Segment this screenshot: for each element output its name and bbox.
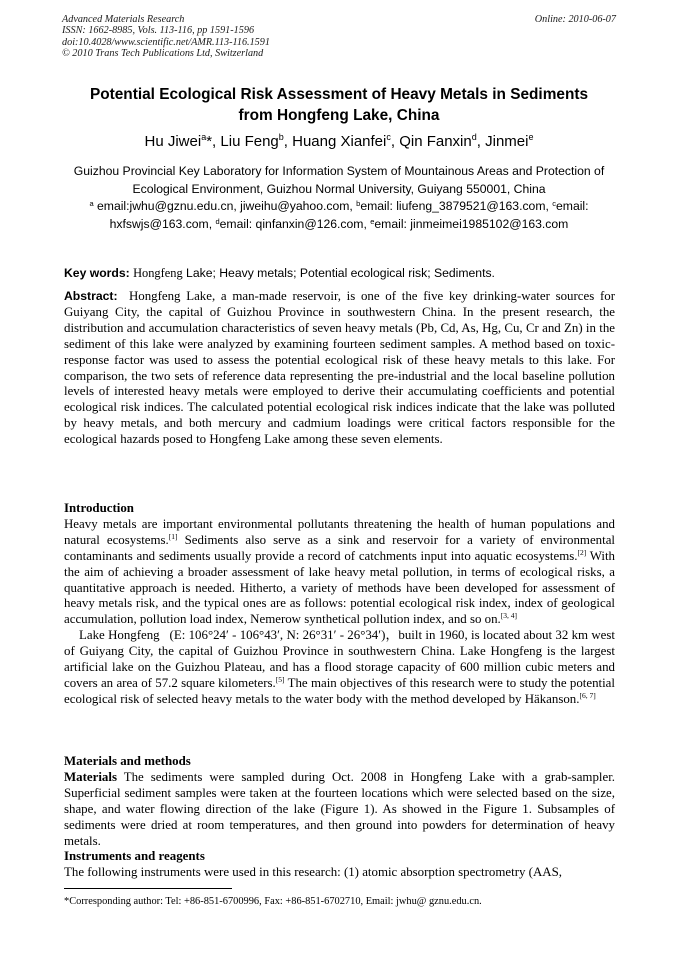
keywords-rest: Lake; Heavy metals; Potential ecological risk; Sediments. bbox=[182, 266, 495, 280]
email-text: email:jwhu@gznu.edu.cn, jiweihu@yahoo.com, bbox=[93, 199, 357, 213]
citation-ref: [5] bbox=[275, 674, 285, 684]
citation-ref: [6, 7] bbox=[579, 690, 596, 700]
author-separator: , bbox=[283, 133, 293, 150]
email-text: email: liufeng_3879521@163.com, bbox=[360, 199, 553, 213]
author-affiliation-mark: b bbox=[278, 132, 284, 142]
paper-title-line1: Potential Ecological Risk Assessment of Heavy Metals in Sediments bbox=[89, 86, 589, 103]
keywords-label: Key words: bbox=[64, 266, 130, 280]
journal-doi: doi:10.4028/www.scientific.net/AMR.113-116.1591 bbox=[62, 36, 270, 48]
email-text: hxfswjs@163.com, bbox=[109, 216, 216, 231]
email-mark: c bbox=[552, 199, 557, 208]
instruments-paragraph: The following instruments were used in this research: (1) atomic absorption spectrometry (AAS, bbox=[64, 865, 562, 880]
citation-ref: [1] bbox=[168, 531, 178, 541]
author-name: Liu Feng bbox=[220, 133, 279, 150]
author-separator: , bbox=[476, 133, 486, 150]
abstract bbox=[64, 289, 615, 448]
email-mark: e bbox=[370, 216, 375, 226]
author-emails bbox=[56, 198, 622, 233]
affiliation bbox=[56, 163, 622, 233]
paragraph-text: The main objectives of this research were to study the potential ecological risk of selected heavy metals to the water body with the method developed by Häkanson. bbox=[64, 675, 615, 706]
materials-paragraph bbox=[64, 770, 615, 850]
author-affiliation-mark: e bbox=[528, 132, 534, 142]
journal-name: Advanced Materials Research bbox=[62, 14, 185, 25]
email-text: email: bbox=[556, 199, 589, 213]
author-name: Huang Xianfei bbox=[292, 133, 387, 150]
materials-text: The sediments were sampled during Oct. 2008 in Hongfeng Lake with a grab-sampler. Superficial sediment samples were taken at the fourteen locations which were selected based on the size, shape, and water flowing direction of the lake (Figure 1). As showed in the Figure 1. Subsamples of sediments were dried at room temperatures, and then ground into powders for determination of heavy metals. bbox=[64, 769, 615, 848]
citation-ref: [2] bbox=[577, 547, 587, 557]
email-mark: b bbox=[356, 199, 361, 208]
author-affiliation-mark: c bbox=[386, 132, 391, 142]
paragraph-text: Sediments also serve as a sink and reservoir for a variety of environmental contaminants and sediments usually provide a record of catchments input into aquatic ecosystems. bbox=[64, 532, 615, 563]
author-separator: *, bbox=[206, 133, 221, 150]
author-name: Jinmei bbox=[485, 133, 529, 150]
email-mark: d bbox=[215, 216, 220, 226]
corresponding-author-footnote: *Corresponding author: Tel: +86-851-6700996, Fax: +86-851-6702710, Email: jwhu@ gznu.edu.cn. bbox=[64, 896, 482, 907]
paper-title bbox=[40, 84, 638, 126]
footnote-rule bbox=[64, 888, 232, 889]
paragraph-text: With the aim of achieving a broader assessment of lake heavy metal pollution, in terms of ecological risks, a quantitative approach is needed. Hitherto, a variety of methods have been developed for assessment of heavy metals risk, and the typical ones are as follows: potential ecological risk index, index of geological accumulation, pollution load index, Nemerow synthetical pollution index, and so on. bbox=[64, 548, 616, 627]
author-separator: , bbox=[390, 133, 400, 150]
keywords bbox=[64, 265, 620, 281]
abstract-text: Hongfeng Lake, a man-made reservoir, is one of the five key drinking-water sources for Guiyang City, the capital of Guizhou Province in southwestern China. In the present research, the distribution and accumulation characteristics of seven heavy metals (Pb, Cd, As, Hg, Cu, Cr and Zn) in the sediment of this lake were analyzed by examining fourteen sediment samples. A method based on toxic-response factor was used to assess the potential ecological risk of these heavy metals to this lake. For comparison, the two sets of reference data representing the pre-industrial and the local baseline pollution levels of interested heavy metals were employed to derive their accumulating coefficients and potential ecological risk indices. The calculated potential ecological risk indices indicate that the lake was polluted by heavy metals, and both mercury and cadmium loadings were critical factors responsible for the ecological hazards posed to Hongfeng Lake among these seven elements. bbox=[64, 289, 615, 447]
email-text: email: qinfanxin@126.com, bbox=[219, 216, 371, 231]
introduction-heading: Introduction bbox=[64, 501, 134, 515]
paragraph-text: Heavy metals are important environmental pollutants threatening the health of human populations and natural ecosystems. bbox=[64, 516, 615, 547]
methods-heading: Materials and methods bbox=[64, 754, 191, 768]
online-date-text: Online: 2010-06-07 bbox=[534, 14, 616, 25]
author-list bbox=[20, 132, 658, 152]
author-affiliation-mark: a bbox=[201, 132, 207, 142]
journal-issn: ISSN: 1662-8985, Vols. 113-116, pp 1591-1596 bbox=[62, 25, 255, 37]
online-date bbox=[535, 14, 616, 25]
paragraph-text: Lake Hongfeng (E: 106°24′ - 106°43′, N: 26°31′ - 26°34′)，built in 1960, is located about 32 km west of Guiyang City, the capital of Guizhou Province in southwestern China. Lake Hongfeng is the largest artificial lake on the Guizhou Plateau, and has a flood storage capacity of 600 million cubic meters and covers an area of 57.2 square kilometers. bbox=[64, 628, 615, 690]
methods-section bbox=[64, 754, 615, 881]
instruments-heading: Instruments and reagents bbox=[64, 849, 205, 864]
introduction-section bbox=[64, 501, 615, 708]
journal-copyright: © 2010 Trans Tech Publications Ltd, Switzerland bbox=[62, 48, 264, 60]
affiliation-line1: Guizhou Provincial Key Laboratory for Information System of Mountainous Areas and Protection of bbox=[73, 164, 605, 178]
journal-header bbox=[62, 14, 270, 60]
author-name: Hu Jiwei bbox=[144, 133, 202, 150]
author-affiliation-mark: d bbox=[471, 132, 477, 142]
introduction-paragraph-1 bbox=[64, 517, 615, 628]
author-name: Qin Fanxin bbox=[399, 133, 472, 150]
email-mark: a bbox=[89, 199, 94, 208]
keywords-first: Hongfeng bbox=[133, 266, 183, 280]
paper-title-line2: from Hongfeng Lake, China bbox=[238, 107, 440, 124]
abstract-label: Abstract: bbox=[64, 289, 118, 303]
citation-ref: [3, 4] bbox=[500, 611, 518, 621]
materials-label: Materials bbox=[64, 769, 117, 784]
introduction-paragraph-2 bbox=[64, 628, 615, 708]
affiliation-line2: Ecological Environment, Guizhou Normal University, Guiyang 550001, China bbox=[132, 181, 546, 196]
email-text: email: jinmeimei1985102@163.com bbox=[374, 216, 569, 231]
